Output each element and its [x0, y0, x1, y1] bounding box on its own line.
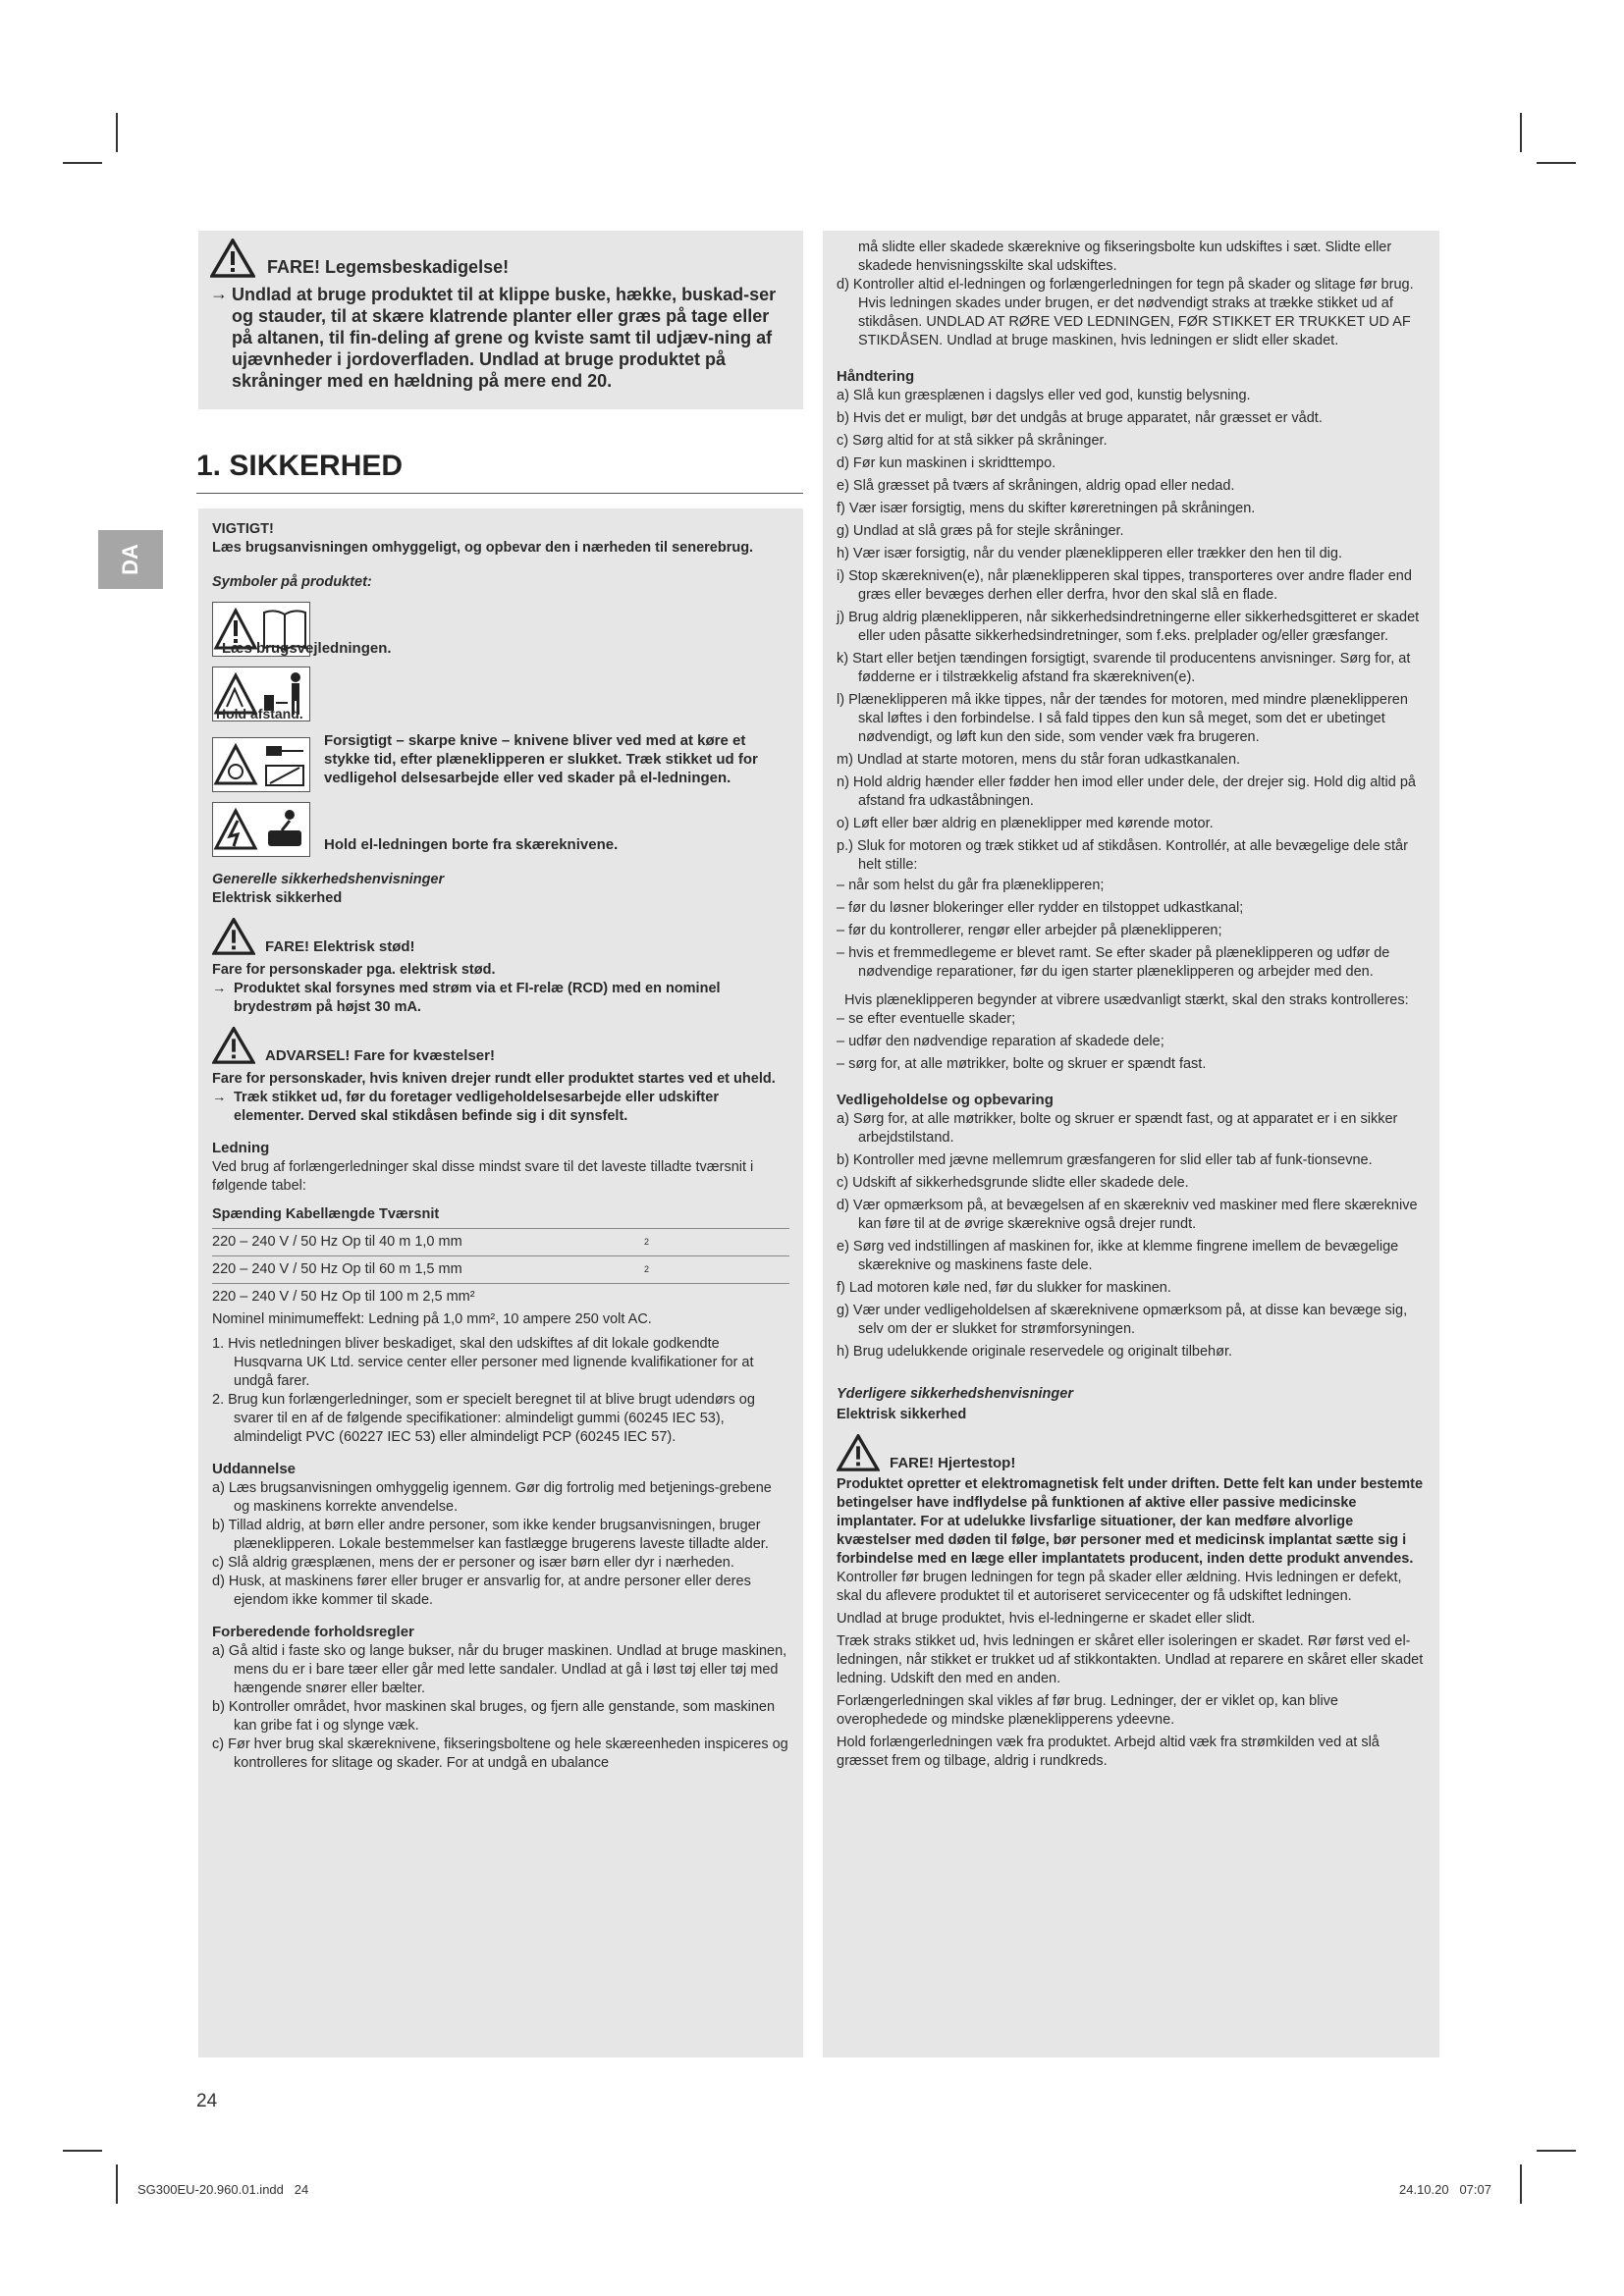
arrow-icon: →: [212, 1090, 227, 1105]
warning-triangle-icon: [210, 239, 255, 278]
arrow-icon: →: [210, 284, 228, 303]
crop-mark: [116, 113, 118, 152]
list-item: g) Vær under vedligeholdelsen af skæreknivene opmærksom på, at disse kan bevæge sig, selv om der er slukket for strømforsyningen.: [837, 1303, 1408, 1337]
list-item: f) Vær især forsigtig, mens du skifter køreretningen på skråningen.: [837, 501, 1256, 516]
dash-item: – se efter eventuelle skader;: [837, 1011, 1016, 1027]
list-item: p.) Sluk for motoren og træk stikket ud af stikdåsen. Kontrollér, at alle bevægelige dele står helt stille:: [837, 838, 1408, 873]
vibrate-text: Hvis plæneklipperen begynder at vibrere usædvanligt stærkt, skal den straks kontrolleres:: [844, 992, 1409, 1008]
danger-electric-arrow: Produktet skal forsynes med strøm via et FI-relæ (RCD) med en nominel brydestrøm på højst 30 mA.: [234, 981, 721, 1015]
heart-paragraph: Undlad at bruge produktet, hvis el-ledningerne er skadet eller slidt.: [837, 1611, 1256, 1627]
electric-title: Elektrisk sikkerhed: [212, 890, 343, 906]
dash-item: – sørg for, at alle møtrikker, bolte og skruer er spændt fast.: [837, 1056, 1207, 1072]
warning-triangle-icon: [837, 1434, 880, 1471]
footer-date: 24.10.20 07:07: [1399, 2182, 1491, 2197]
dash-item: – før du løsner blokeringer eller rydder en tilstoppet udkastkanal;: [837, 900, 1244, 916]
list-item: a) Gå altid i faste sko og lange bukser, når du bruger maskinen. Undlad at bruge maskinen, mens du er i bare tæer eller går med lette sandaler. Undlad at gå i løst tøj eller tøj med hængende snører eller bælter.: [212, 1643, 787, 1696]
further-title: Yderligere sikkerhedshenvisninger: [837, 1386, 1073, 1402]
electric-hazard-icon: [213, 803, 258, 856]
list-item: b) Kontroller med jævne mellemrum græsfangeren for slid eller tab af funk-tionsevne.: [837, 1152, 1373, 1168]
symbols-title: Symboler på produktet:: [212, 574, 372, 590]
list-item: l) Plæneklipperen må ikke tippes, når der tændes for motoren, med mindre plæneklipperen skal løftes i den forbindelse. I så fald tippes den kun så meget, som det er ubetinget nødvendigt, og løft kun den side, som vender væk fra brugeren.: [837, 692, 1408, 745]
list-item: d) Husk, at maskinens fører eller bruger er ansvarlig for, at andre personer eller deres ejendom ikke kommer til skade.: [212, 1574, 751, 1608]
list-item: d) Kontroller altid el-ledningen og forlængerledningen for tegn på skader og slitage før brug. Hvis ledningen skades under brugen, er det nødvendigt straks at trække stikket ud af stikdåsen. UNDLAD AT RØRE VED LEDNINGEN, FØR STIKKET ER TRUKKET UD AF STIKDÅSEN. Undlad at bruge maskinen, hvis ledningen er slidt eller skadet.: [837, 277, 1414, 348]
cord-text: Ved brug af forlængerledninger skal disse mindst svare til det laveste tilladte tværsnit i følgende tabel:: [212, 1159, 754, 1194]
list-item: m) Undlad at starte motoren, mens du står foran udkastkanalen.: [837, 752, 1241, 768]
danger-heart-header: [837, 1434, 1426, 1471]
symbol-read-manual: [212, 602, 789, 657]
dash-item: – før du kontrollerer, rengør eller arbejder på plæneklipperen;: [837, 923, 1222, 938]
warning-injury-title: ADVARSEL! Fare for kvæstelser!: [265, 1047, 495, 1064]
list-item: d) Vær opmærksom på, at bevægelsen af en skærekniv ved maskiner med flere skæreknive kan føre til at de øvrige skæreknive også drejer rundt.: [837, 1198, 1418, 1232]
warning-injury-sub: Fare for personskader, hvis kniven drejer rundt eller produktet startes ved et uheld.: [212, 1071, 776, 1087]
danger-electric-header: [212, 918, 789, 955]
list-item: o) Løft eller bær aldrig en plæneklipper med kørende motor.: [837, 816, 1214, 831]
symbol-read-manual-text: Læs brugsvejledningen.: [222, 640, 392, 657]
dash-item: – når som helst du går fra plæneklipperen;: [837, 878, 1105, 893]
general-title: Generelle sikkerhedshenvisninger: [212, 872, 445, 887]
list-item: b) Kontroller området, hvor maskinen skal bruges, og fjern alle genstande, som maskinen kan gribe fat i og slynge væk.: [212, 1699, 776, 1734]
mower-cord-icon: [260, 803, 309, 856]
continued-text: må slidte eller skadede skæreknive og fikseringsbolte kun udskiftes i sæt. Slidte eller skadede henvisningsskilte skal udskiftes.: [858, 240, 1392, 274]
list-item: e) Sørg ved indstillingen af maskinen for, ikke at klemme fingrene imellem de bevægelige skæreknive og maskinens faste dele.: [837, 1239, 1399, 1273]
handling-title: Håndtering: [837, 368, 915, 385]
warning-triangle-icon: [212, 1027, 255, 1064]
list-item: c) Slå aldrig græsplænen, mens der er personer og især børn eller dyr i nærheden.: [212, 1555, 734, 1571]
table-header: Spænding Kabellængde Tværsnit: [212, 1205, 789, 1229]
language-tab-label: DA: [118, 544, 142, 575]
danger-electric-title: FARE! Elektrisk stød!: [265, 938, 415, 955]
dash-item: – hvis et fremmedlegeme er blevet ramt. Se efter skader på plæneklipperen og udfør de nødvendige reparationer, før du igen starter plæneklipperen og arbejder med den.: [837, 945, 1390, 980]
page-number: 24: [196, 2091, 218, 2111]
right-column: [823, 231, 1439, 2057]
crop-mark: [1537, 2150, 1576, 2152]
list-item: c) Før hver brug skal skæreknivene, fikseringsboltene og hele skæreenheden inspiceres og kontrolleres for slitage og skader. For at undgå en ubalance: [212, 1736, 788, 1771]
dash-item: – udfør den nødvendige reparation af skadede dele;: [837, 1034, 1164, 1049]
symbol-cord-away-text: Hold el-ledningen borte fra skæreknivene.: [324, 836, 619, 853]
warning-injury-header: [212, 1027, 789, 1064]
table-row-3: 220 – 240 V / 50 Hz Op til 100 m 2,5 mm²: [212, 1289, 475, 1305]
table-row: 220 – 240 V / 50 Hz Op til 60 m 1,5 mm 2: [212, 1256, 789, 1284]
list-item: b) Tillad aldrig, at børn eller andre personer, som ikke kender brugsanvisningen, bruger plæneklipperen. Lokale bestemmelser kan fastlægge brugerens laveste tilladte alder.: [212, 1518, 769, 1552]
table-row: 220 – 240 V / 50 Hz Op til 40 m 1,0 mm 2: [212, 1229, 789, 1256]
crop-mark: [116, 2164, 118, 2204]
list-item: k) Start eller betjen tændingen forsigtigt, svarende til producentens anvisninger. Sørg for, at fødderne er i tilstrækkelig afstand fra skærekniven(e).: [837, 651, 1411, 685]
list-item: e) Slå græsset på tværs af skråningen, aldrig opad eller nedad.: [837, 478, 1235, 494]
warning-triangle-icon: [212, 918, 255, 955]
danger-heart-title: FARE! Hjertestop!: [890, 1455, 1016, 1471]
symbol-keep-distance-text: Hold afstand.: [216, 706, 303, 721]
left-column: [198, 508, 803, 2057]
list-item: h) Brug udelukkende originale reservedele og originalt tilbehør.: [837, 1344, 1233, 1360]
list-item: c) Udskift af sikkerhedsgrunde slidte eller skadede dele.: [837, 1175, 1189, 1191]
top-warning-title: FARE! Legemsbeskadigelse!: [267, 257, 510, 277]
crop-mark: [1520, 2164, 1522, 2204]
footer-file: SG300EU-20.960.01.indd 24: [137, 2182, 309, 2197]
maintenance-title: Vedligeholdelse og opbevaring: [837, 1092, 1054, 1108]
list-item: d) Før kun maskinen i skridttempo.: [837, 455, 1056, 471]
crop-mark: [1520, 113, 1522, 152]
symbol-keep-distance: [212, 667, 789, 721]
heart-paragraph: Hold forlængerledningen væk fra produktet. Arbejd altid væk fra strømkilden ved at slå græsset frem og tilbage, aldrig i rundkreds.: [837, 1735, 1380, 1769]
danger-electric-sub: Fare for personskader pga. elektrisk stød.: [212, 962, 496, 978]
warning-triangle-icon: [213, 738, 258, 791]
crop-mark: [1537, 162, 1576, 164]
list-item: 2. Brug kun forlængerledninger, som er specielt beregnet til at blive brugt udendørs og svarer til en af de følgende specifikationer: almindeligt gummi (60245 IEC 53), almindeligt PVC (60227 IEC 53) eller almindeligt PCP (60245 IEC 57).: [212, 1392, 755, 1445]
list-item: h) Vær især forsigtig, når du vender plæneklipperen eller trækker den hen til dig.: [837, 546, 1342, 561]
training-title: Uddannelse: [212, 1461, 297, 1477]
list-item: i) Stop skærekniven(e), når plæneklipperen skal tippes, transporteres over andre flader end græs eller bevæges derhen eller derfra, hvor den skal slå en flade.: [837, 568, 1412, 603]
prep-title: Forberedende forholdsregler: [212, 1624, 414, 1640]
important-text: Læs brugsanvisningen omhyggeligt, og opbevar den i nærheden til senerebrug.: [212, 540, 754, 556]
list-item: 1. Hvis netledningen bliver beskadiget, skal den udskiftes af dit lokale godkendte Husqvarna UK Ltd. service center eller personer med lignende kvalifikationer for at undgå farer.: [212, 1336, 754, 1389]
heart-paragraph: Forlængerledningen skal vikles af før brug. Ledninger, der er viklet op, kan blive overophedede og mindske plæneklipperens ydeevne.: [837, 1693, 1338, 1728]
heart-paragraph: Træk straks stikket ud, hvis ledningen er skåret eller isoleringen er skadet. Rør først ved el-ledningen, når stikket er trukket ud af stikkontakten. Undlad at reparere en skåret eller skadet ledning. Udskift den med en anden.: [837, 1633, 1424, 1686]
list-item: a) Læs brugsanvisningen omhyggelig igennem. Gør dig fortrolig med betjenings-grebene og maskinens korrekte anvendelse.: [212, 1480, 772, 1515]
list-item: a) Sørg for, at alle møtrikker, bolte og skruer er spændt fast, og at apparatet er i en sikker arbejdstilstand.: [837, 1111, 1398, 1146]
symbol-sharp-knives-text: Forsigtigt – skarpe knive – knivene bliver ved med at køre et stykke tid, efter plæneklipperen er slukket. Træk stikket ud for vedligehol delsesarbejde eller ved skader på el-ledningen.: [324, 732, 758, 786]
warning-injury-arrow: Træk stikket ud, før du foretager vedligeholdelsesarbejde eller udskifter elementer. Derved skal stikdåsen befinde sig i dit synsfelt.: [234, 1090, 719, 1124]
section-title: 1. SIKKERHED: [196, 450, 404, 482]
language-tab: [98, 530, 163, 589]
top-warning-box: [198, 231, 803, 409]
list-item: n) Hold aldrig hænder eller fødder hen imod eller under dele, der drejer sig. Hold dig altid på afstand fra udkaståbningen.: [837, 774, 1416, 809]
crop-mark: [63, 2150, 102, 2152]
crop-mark: [63, 162, 102, 164]
important-title: VIGTIGT!: [212, 521, 274, 537]
arrow-icon: →: [212, 981, 227, 996]
list-item: b) Hvis det er muligt, bør det undgås at bruge apparatet, når græsset er vådt.: [837, 410, 1323, 426]
top-warning-text: Undlad at bruge produktet til at klippe buske, hække, buskad-ser og stauder, til at skære klatrende planter eller græs på tage eller på altanen, til fin-deling af grene og kviste samt til udjæv-ning af ujævnheder i jordoverfladen. Undlad at bruge produktet på skråninger med en hældning på mere end 20.: [232, 285, 777, 391]
section-title-rule: [196, 493, 803, 494]
nominal-text: Nominel minimumeffekt: Ledning på 1,0 mm², 10 ampere 250 volt AC.: [212, 1311, 652, 1327]
unplug-icon: [260, 738, 309, 791]
symbol-cord-away: [212, 802, 789, 857]
list-item: c) Sørg altid for at stå sikker på skråninger.: [837, 433, 1108, 449]
symbol-sharp-knives: [212, 731, 789, 792]
electric2-title: Elektrisk sikkerhed: [837, 1407, 967, 1422]
list-item: a) Slå kun græsplænen i dagslys eller ved god, kunstig belysning.: [837, 388, 1251, 403]
list-item: j) Brug aldrig plæneklipperen, når sikkerhedsindretningerne eller sikkerhedsgitteret er skadet eller uden påsatte sikkerhedsindretninger, som f.eks. prelplader og/eller græsfanger.: [837, 610, 1420, 644]
cord-title: Ledning: [212, 1140, 270, 1156]
list-item: g) Undlad at slå græs på for stejle skråninger.: [837, 523, 1124, 539]
list-item: f) Lad motoren køle ned, før du slukker for maskinen.: [837, 1280, 1171, 1296]
heart-paragraph: Kontroller før brugen ledningen for tegn på skader eller ældning. Hvis ledningen er defekt, skal du aflevere produktet til et autoriseret servicecenter og få udskiftet ledningen.: [837, 1570, 1402, 1604]
heart-bold-text: Produktet opretter et elektromagnetisk felt under driften. Dette felt kan under bestemte betingelser have indflydelse på funktionen af aktive eller passive medicinske implantater. For at udelukke livsfarlige situationer, der kan medføre alvorlige kvæstelser med døden til følge, bør personer med et medicinsk implantat sætte sig i forbindelse med en læge eller implantatets producent, inden dette produkt anvendes.: [837, 1476, 1424, 1567]
